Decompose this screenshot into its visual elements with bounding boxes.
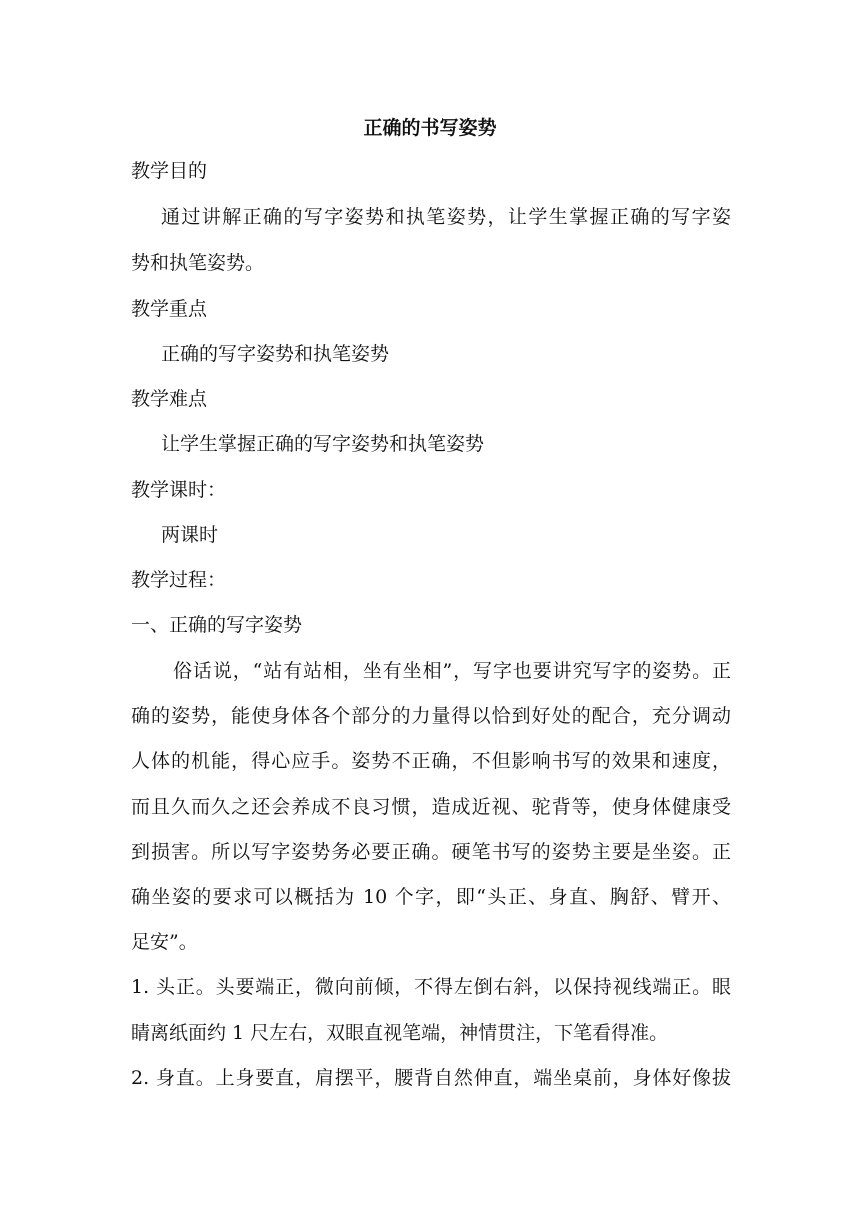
objective-heading: 教学目的 [131, 160, 208, 182]
section-1-line-5: 到损害。所以写字姿势务必要正确。硬笔书写的姿势主要是坐姿。正 [131, 841, 731, 863]
item-1-line-2: 睛离纸面约 1 尺左右，双眼直视笔端，神情贯注，下笔看得准。 [131, 1022, 669, 1044]
section-1-line-2: 确的姿势，能使身体各个部分的力量得以恰到好处的配合，充分调动 [131, 705, 731, 727]
section-1-line-3: 人体的机能，得心应手。姿势不正确，不但影响书写的效果和速度， [131, 750, 731, 772]
process-heading: 教学过程： [131, 569, 227, 591]
objective-line-2: 势和执笔姿势。 [131, 252, 265, 274]
hours-heading: 教学课时： [131, 479, 227, 501]
section-1-heading: 一、正确的写字姿势 [131, 614, 303, 636]
document-title: 正确的书写姿势 [363, 117, 497, 139]
key-point-text: 正确的写字姿势和执笔姿势 [161, 343, 390, 365]
section-1-line-7: 足安”。 [131, 931, 198, 953]
item-1-line-1: 1. 头正。头要端正，微向前倾，不得左倒右斜，以保持视线端正。眼 [131, 976, 731, 998]
hours-text: 两课时 [161, 524, 219, 546]
item-2-line-1: 2. 身直。上身要直，肩摆平，腰背自然伸直，端坐桌前，身体好像拔 [131, 1067, 731, 1089]
section-1-line-6: 确坐姿的要求可以概括为 10 个字，即“头正、身直、胸舒、臂开、 [131, 886, 731, 908]
difficulty-heading: 教学难点 [131, 388, 208, 410]
objective-line-1: 通过讲解正确的写字姿势和执笔姿势，让学生掌握正确的写字姿 [161, 206, 731, 228]
section-1-line-1: 俗话说，“站有站相，坐有坐相”，写字也要讲究写字的姿势。正 [173, 660, 731, 682]
section-1-line-4: 而且久而久之还会养成不良习惯，造成近视、驼背等，使身体健康受 [131, 796, 731, 818]
key-point-heading: 教学重点 [131, 298, 208, 320]
difficulty-text: 让学生掌握正确的写字姿势和执笔姿势 [161, 433, 485, 455]
